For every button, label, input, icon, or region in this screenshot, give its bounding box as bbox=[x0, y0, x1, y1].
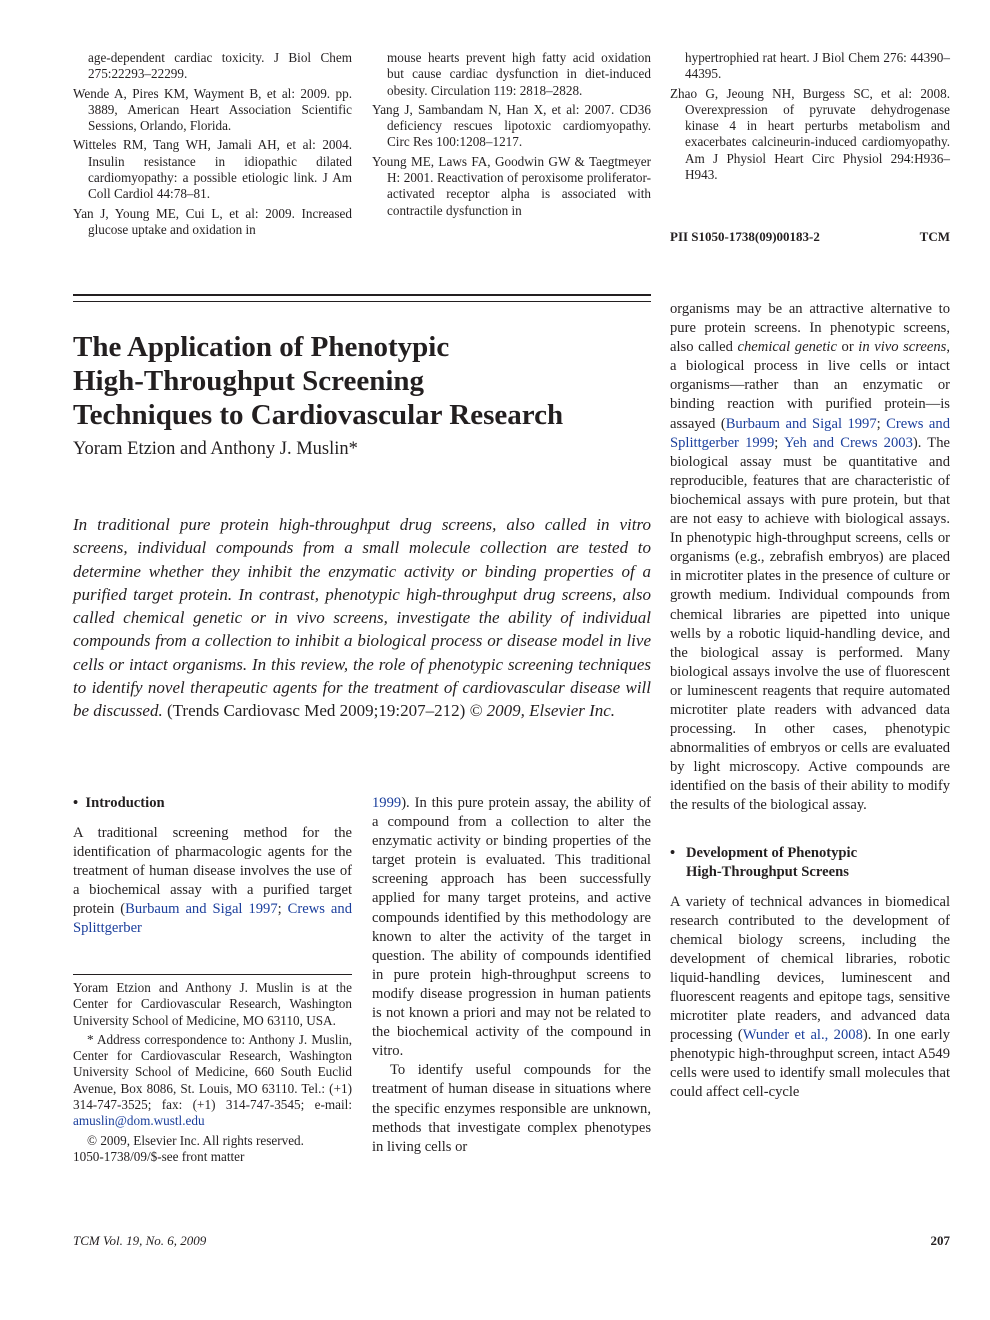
body-paragraph: A traditional screening method for the identification of pharmacologic agents for the treatment of human disease involves the use of a biochemical assay with a purified target protein (Burbaum and Sigal 1997; Crews and Splittgerber bbox=[73, 825, 352, 937]
footnote-copyright: © 2009, Elsevier Inc. All rights reserved. bbox=[87, 1132, 304, 1148]
citation-link[interactable]: Burbaum and Sigal 1997 bbox=[125, 901, 278, 918]
section-heading-introduction: • Introduction bbox=[73, 795, 165, 811]
abstract-citation: (Trends Cardiovasc Med 2009;19:207–212) bbox=[166, 701, 466, 721]
references-column-1 bbox=[73, 50, 352, 241]
pii-journal: TCM bbox=[919, 229, 950, 244]
reference-entry: Wende A, Pires KM, Wayment B, et al: 2009. pp. 3889, American Heart Association Scientific Sessions, Orlando, Florida. bbox=[73, 85, 352, 134]
footnote-affiliation: Yoram Etzion and Anthony J. Muslin is at the Center for Cardiovascular Research, Washington University School of Medicine, MO 63110, USA. bbox=[73, 980, 352, 1028]
references-column-3 bbox=[670, 50, 950, 186]
body-column-3 bbox=[670, 300, 950, 1103]
pii-id: PII S1050-1738(09)00183-2 bbox=[670, 229, 820, 244]
footnote bbox=[73, 980, 352, 1165]
bullet-icon: • bbox=[73, 795, 79, 811]
reference-entry: Witteles RM, Tang WH, Jamali AH, et al: 2004. Insulin resistance in idiopathic dilated cardiomyopathy: a possible etiologic link. J Am Coll Cardiol 44:78–81. bbox=[73, 137, 352, 202]
body-paragraph: A variety of technical advances in biomedical research contributed to the development of chemical biology screens, including the development of chemical libraries, robotic liquid-handling devices, luminescent and fluorescent reagents and epitope tags, sensitive microtiter plate readers, and advanced data processing (Wunder et al., 2008). In one early phenotypic high-throughput screen, intact A549 cells were used to identify small molecules that could affect cell-cycle bbox=[670, 893, 950, 1101]
citation-link[interactable]: Yeh and Crews 2003 bbox=[783, 434, 913, 451]
title-line: The Application of Phenotypic bbox=[73, 331, 450, 363]
reference-entry: mouse hearts prevent high fatty acid oxidation but cause cardiac dysfunction in diet-induced obesity. Circulation 119: 2818–2828. bbox=[387, 50, 651, 98]
reference-entry: Yan J, Young ME, Cui L, et al: 2009. Increased glucose uptake and oxidation in bbox=[73, 205, 352, 237]
bullet-icon: • bbox=[670, 844, 676, 861]
references-column-2 bbox=[372, 50, 651, 222]
section-heading-development: • Development of Phenotypic High-Throughput Screens bbox=[670, 844, 858, 880]
abstract-copyright: © 2009, Elsevier Inc. bbox=[469, 701, 616, 721]
footnote-issn: 1050-1738/09/$-see front matter bbox=[73, 1148, 245, 1164]
reference-entry: hypertrophied rat heart. J Biol Chem 276: 44390–44395. bbox=[685, 50, 950, 82]
reference-entry: age-dependent cardiac toxicity. J Biol Chem 275:22293–22299. bbox=[88, 50, 352, 82]
email-link[interactable]: amuslin@dom.wustl.edu bbox=[73, 1113, 205, 1129]
body-paragraph: 1999). In this pure protein assay, the ability of a compound from a collection to alter the enzymatic activity or binding properties of the target protein is evaluated. This traditional screening approach has been successfully applied for many target proteins, and active compounds identified by this methodology are known to alter the activity of the target in question. The ability of compounds identified in pure protein high-throughput screens to modify disease progression in human patients is not known a priori and may not be related to the biochemical activity of the compound in vitro. bbox=[372, 795, 651, 1060]
title-rule-thin bbox=[73, 301, 651, 302]
title-line: Techniques to Cardiovascular Research bbox=[73, 399, 564, 431]
title-rule-thick bbox=[73, 294, 651, 296]
body-paragraph: organisms may be an attractive alternative to pure protein screens. In phenotypic screens, also called chemical genetic or in vivo screens, a biological process in live cells or intact organisms—rather than an enzymatic or binding reaction with purified protein—is assayed (Burbaum and Sigal 1997; Crews and Splittgerber 1999; Yeh and Crews 2003). The biological assay must be quantitative and reproducible, features that are characteristic of biochemical assays with pure protein, but that are not easy to achieve with biological assays. In phenotypic high-throughput screens, cells or organisms (e.g., zebrafish embryos) are placed in microtiter plates in the presence of culture or growth medium. Individual compounds from chemical libraries are pipetted into unique wells by a robotic liquid-handling device, and the biological assay is performed. Many biological assays involve the use of fluorescent or luminescent reagents that require automated microtiter plate readers with advanced data processing. In other cases, phenotypic abnormalities of embryos or cells are evaluated by light microscopy. Active compounds are identified on the basis of their ability to modify the results of the biological assay. bbox=[670, 301, 950, 814]
body-paragraph: To identify useful compounds for the treatment of human disease in situations where the specific enzymes responsible are unknown, methods that investigate complex phenotypes in living cells or bbox=[372, 1062, 651, 1155]
footer-journal: TCM Vol. 19, No. 6, 2009 bbox=[73, 1233, 207, 1248]
abstract bbox=[73, 513, 651, 723]
abstract-text: In traditional pure protein high-throughput drug screens, also called in vitro screens, individual compounds from a small molecule collection are tested to determine whether they inhibit the enzymatic activity or binding properties of a purified target protein. In contrast, phenotypic high-throughput drug screens, also called chemical genetic or in vivo screens, investigate the ability of individual compounds from a collection to inhibit a biological process or disease model in live cells or intact organisms. In this review, the role of phenotypic screening techniques to identify novel therapeutic agents for the treatment of cardiovascular disease will be discussed. (Trends Cardiovasc Med 2009;19:207–212) © 2009, Elsevier Inc. bbox=[73, 515, 651, 721]
citation-link[interactable]: Crews and Splittgerber 1999 bbox=[670, 415, 950, 451]
article-title bbox=[73, 330, 673, 432]
footnote-rule bbox=[73, 974, 352, 975]
citation-link[interactable]: Wunder et al., 2008 bbox=[742, 1027, 863, 1044]
reference-entry: Young ME, Laws FA, Goodwin GW & Taegtmeyer H: 2001. Reactivation of peroxisome proliferator-activated receptor alpha is associated with contractile dysfunction in bbox=[372, 153, 651, 218]
citation-link[interactable]: Crews and Splittgerber bbox=[73, 901, 352, 937]
reference-entry: Yang J, Sambandam N, Han X, et al: 2007. CD36 deficiency rescues lipotoxic cardiomyopathy. Circ Res 100:1208–1217. bbox=[372, 101, 651, 150]
reference-entry: Zhao G, Jeoung NH, Burgess SC, et al: 2008. Overexpression of pyruvate dehydrogenase kinase 4 in heart perturbs metabolism and exacerbates calcineurin-induced cardiomyopathy. Am J Physiol Heart Circ Physiol 294:H936–H943. bbox=[670, 85, 950, 183]
article-authors: Yoram Etzion and Anthony J. Muslin* bbox=[73, 439, 358, 459]
citation-link[interactable]: Burbaum and Sigal 1997 bbox=[725, 415, 877, 432]
page-number: 207 bbox=[930, 1233, 950, 1248]
body-column-2 bbox=[372, 794, 651, 1157]
body-column-1 bbox=[73, 794, 352, 939]
title-line: High-Throughput Screening bbox=[73, 365, 425, 397]
pii-line bbox=[670, 229, 950, 245]
citation-link[interactable]: 1999 bbox=[372, 795, 402, 811]
footnote-correspondence: * Address correspondence to: Anthony J. Muslin, Center for Cardiovascular Research, Washington University School of Medicine, 660 South Euclid Avenue, Box 8086, St. Louis, MO 63110. Tel.: (+1) 314-747-3525; fax: (+1) 314-747-3545; e-mail: amuslin@dom.wustl.edu bbox=[73, 1031, 352, 1129]
